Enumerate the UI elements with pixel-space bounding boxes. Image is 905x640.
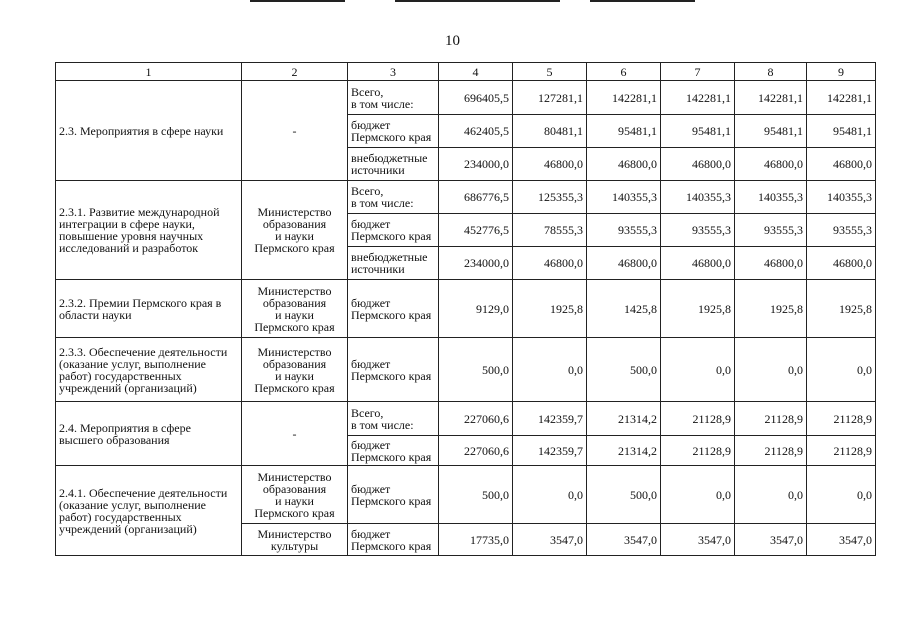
value-cell: 21314,2 [587, 402, 661, 436]
value-cell: 21314,2 [587, 436, 661, 466]
executor-cell: Министерство образования и науки Пермского края [242, 338, 348, 402]
value-cell: 21128,9 [735, 402, 807, 436]
value-cell: 0,0 [661, 466, 735, 524]
table-row [56, 466, 876, 524]
value-cell: 3547,0 [807, 524, 876, 556]
column-header: 7 [661, 63, 735, 81]
value-cell: 80481,1 [513, 115, 587, 148]
value-cell: 500,0 [439, 338, 513, 402]
value-cell: 46800,0 [661, 247, 735, 280]
value-cell: 140355,3 [661, 181, 735, 214]
table-row [56, 338, 876, 402]
executor-cell: - [242, 402, 348, 466]
value-cell: 95481,1 [735, 115, 807, 148]
value-cell: 125355,3 [513, 181, 587, 214]
funding-source-cell: Всего, в том числе: [348, 181, 439, 214]
value-cell: 0,0 [513, 466, 587, 524]
value-cell: 0,0 [661, 338, 735, 402]
event-name-cell: 2.3.3. Обеспечение деятельности (оказание услуг, выполнение работ) государственных учреждений (организаций) [56, 338, 242, 402]
executor-cell: Министерство культуры [242, 524, 348, 556]
value-cell: 46800,0 [807, 148, 876, 181]
funding-source-cell: внебюджетные источники [348, 148, 439, 181]
funding-source-cell: бюджет Пермского края [348, 436, 439, 466]
value-cell: 127281,1 [513, 81, 587, 115]
value-cell: 227060,6 [439, 436, 513, 466]
value-cell: 500,0 [587, 338, 661, 402]
executor-cell: - [242, 81, 348, 181]
value-cell: 3547,0 [587, 524, 661, 556]
event-name-cell: 2.3.1. Развитие международной интеграции в сфере науки, повышение уровня научных исследований и разработок [56, 181, 242, 280]
top-rule-left [250, 0, 345, 2]
value-cell: 234000,0 [439, 247, 513, 280]
header-row [56, 63, 876, 81]
value-cell: 0,0 [735, 338, 807, 402]
value-cell: 142281,1 [735, 81, 807, 115]
value-cell: 21128,9 [661, 402, 735, 436]
top-rule-right [590, 0, 695, 2]
value-cell: 46800,0 [807, 247, 876, 280]
value-cell: 93555,3 [661, 214, 735, 247]
funding-source-cell: бюджет Пермского края [348, 280, 439, 338]
table-row [56, 402, 876, 436]
value-cell: 21128,9 [661, 436, 735, 466]
value-cell: 500,0 [587, 466, 661, 524]
value-cell: 0,0 [513, 338, 587, 402]
value-cell: 46800,0 [661, 148, 735, 181]
funding-source-cell: бюджет Пермского края [348, 115, 439, 148]
event-name-cell: 2.3. Мероприятия в сфере науки [56, 81, 242, 181]
value-cell: 140355,3 [807, 181, 876, 214]
value-cell: 142359,7 [513, 436, 587, 466]
funding-source-cell: Всего, в том числе: [348, 81, 439, 115]
top-rule-middle [395, 0, 560, 2]
column-header: 3 [348, 63, 439, 81]
table-row [56, 181, 876, 214]
value-cell: 9129,0 [439, 280, 513, 338]
value-cell: 234000,0 [439, 148, 513, 181]
value-cell: 0,0 [807, 466, 876, 524]
funding-source-cell: бюджет Пермского края [348, 214, 439, 247]
column-header: 5 [513, 63, 587, 81]
funding-source-cell: бюджет Пермского края [348, 524, 439, 556]
value-cell: 0,0 [807, 338, 876, 402]
value-cell: 1925,8 [807, 280, 876, 338]
value-cell: 46800,0 [735, 247, 807, 280]
value-cell: 3547,0 [513, 524, 587, 556]
value-cell: 21128,9 [807, 436, 876, 466]
value-cell: 1425,8 [587, 280, 661, 338]
value-cell: 3547,0 [661, 524, 735, 556]
column-header: 9 [807, 63, 876, 81]
table-row [56, 81, 876, 115]
event-name-cell: 2.4. Мероприятия в сфере высшего образования [56, 402, 242, 466]
funding-source-cell: бюджет Пермского края [348, 466, 439, 524]
column-header: 8 [735, 63, 807, 81]
budget-table [55, 62, 876, 556]
value-cell: 95481,1 [807, 115, 876, 148]
value-cell: 140355,3 [735, 181, 807, 214]
event-name-cell: 2.3.2. Премии Пермского края в области науки [56, 280, 242, 338]
value-cell: 21128,9 [735, 436, 807, 466]
column-header: 1 [56, 63, 242, 81]
executor-cell: Министерство образования и науки Пермского края [242, 280, 348, 338]
value-cell: 17735,0 [439, 524, 513, 556]
value-cell: 95481,1 [661, 115, 735, 148]
value-cell: 142281,1 [661, 81, 735, 115]
value-cell: 500,0 [439, 466, 513, 524]
table-row [56, 280, 876, 338]
value-cell: 95481,1 [587, 115, 661, 148]
value-cell: 686776,5 [439, 181, 513, 214]
column-header: 2 [242, 63, 348, 81]
value-cell: 1925,8 [513, 280, 587, 338]
value-cell: 21128,9 [807, 402, 876, 436]
value-cell: 1925,8 [735, 280, 807, 338]
value-cell: 46800,0 [587, 247, 661, 280]
value-cell: 227060,6 [439, 402, 513, 436]
table-body [56, 81, 876, 556]
value-cell: 142359,7 [513, 402, 587, 436]
value-cell: 142281,1 [587, 81, 661, 115]
value-cell: 696405,5 [439, 81, 513, 115]
executor-cell: Министерство образования и науки Пермского края [242, 466, 348, 524]
funding-source-cell: внебюджетные источники [348, 247, 439, 280]
value-cell: 93555,3 [807, 214, 876, 247]
event-name-cell: 2.4.1. Обеспечение деятельности (оказание услуг, выполнение работ) государственных учреждений (организаций) [56, 466, 242, 556]
value-cell: 3547,0 [735, 524, 807, 556]
value-cell: 0,0 [735, 466, 807, 524]
executor-cell: Министерство образования и науки Пермского края [242, 181, 348, 280]
value-cell: 46800,0 [587, 148, 661, 181]
value-cell: 46800,0 [735, 148, 807, 181]
value-cell: 140355,3 [587, 181, 661, 214]
value-cell: 142281,1 [807, 81, 876, 115]
value-cell: 1925,8 [661, 280, 735, 338]
funding-source-cell: Всего, в том числе: [348, 402, 439, 436]
column-header: 6 [587, 63, 661, 81]
value-cell: 78555,3 [513, 214, 587, 247]
value-cell: 93555,3 [587, 214, 661, 247]
value-cell: 46800,0 [513, 148, 587, 181]
funding-source-cell: бюджет Пермского края [348, 338, 439, 402]
value-cell: 93555,3 [735, 214, 807, 247]
value-cell: 46800,0 [513, 247, 587, 280]
column-header: 4 [439, 63, 513, 81]
page-number: 10 [445, 33, 460, 49]
value-cell: 462405,5 [439, 115, 513, 148]
value-cell: 452776,5 [439, 214, 513, 247]
